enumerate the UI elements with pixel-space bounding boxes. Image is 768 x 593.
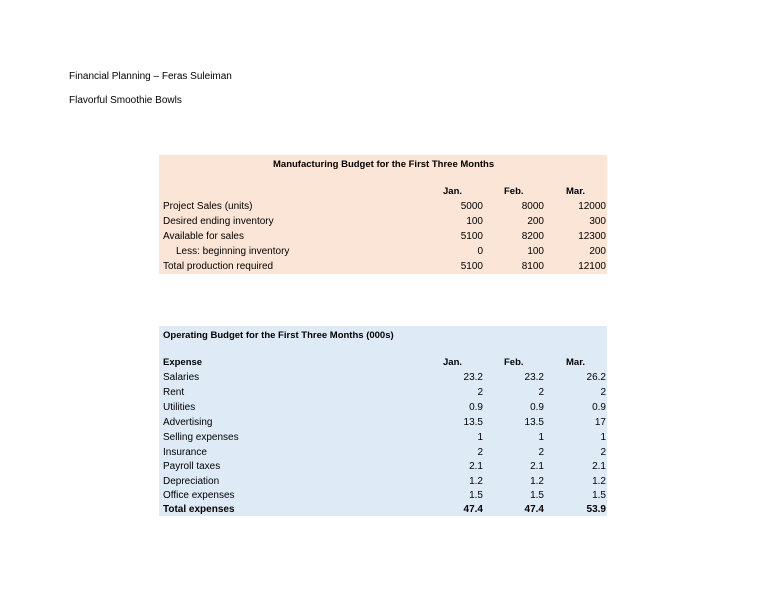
table-row xyxy=(159,230,607,244)
cell-jan: 13.5 xyxy=(463,417,483,428)
row-label: Total production required xyxy=(163,261,274,272)
cell-feb: 8100 xyxy=(521,261,544,272)
cell-mar: 1.5 xyxy=(592,490,606,501)
cell-jan: 1 xyxy=(477,432,483,443)
cell-feb: 8000 xyxy=(521,201,544,212)
cell-feb: 100 xyxy=(527,246,544,257)
cell-jan: 100 xyxy=(466,216,483,227)
cell-jan: 0.9 xyxy=(469,402,483,413)
table-row xyxy=(159,446,607,460)
total-mar: 53.9 xyxy=(586,504,606,515)
header-expense: Expense xyxy=(163,357,203,368)
row-label: Office expenses xyxy=(163,490,235,501)
cell-mar: 1.2 xyxy=(592,476,606,487)
table-row xyxy=(159,260,607,274)
document-title: Financial Planning – Feras Suleiman xyxy=(69,71,232,82)
cell-mar: 2.1 xyxy=(592,461,606,472)
cell-jan: 2.1 xyxy=(469,461,483,472)
row-label: Project Sales (units) xyxy=(163,201,253,212)
cell-feb: 1 xyxy=(538,432,544,443)
cell-mar: 12000 xyxy=(578,201,606,212)
manufacturing-header-row xyxy=(159,185,607,199)
cell-jan: 0 xyxy=(477,246,483,257)
table-row xyxy=(159,489,607,503)
cell-feb: 23.2 xyxy=(524,372,544,383)
cell-mar: 26.2 xyxy=(586,372,606,383)
row-label: Selling expenses xyxy=(163,432,239,443)
cell-mar: 12100 xyxy=(578,261,606,272)
cell-jan: 5000 xyxy=(460,201,483,212)
table-row xyxy=(159,475,607,489)
row-label: Depreciation xyxy=(163,476,220,487)
table-row xyxy=(159,371,607,385)
header-mar: Mar. xyxy=(566,186,586,197)
cell-feb: 1.2 xyxy=(530,476,544,487)
cell-mar: 17 xyxy=(594,417,606,428)
total-jan: 47.4 xyxy=(463,504,483,515)
row-label: Payroll taxes xyxy=(163,461,221,472)
cell-mar: 2 xyxy=(600,447,606,458)
cell-mar: 1 xyxy=(600,432,606,443)
operating-budget-table xyxy=(159,326,607,516)
cell-feb: 8200 xyxy=(521,231,544,242)
manufacturing-budget-table xyxy=(159,155,607,274)
table-row xyxy=(159,215,607,229)
cell-feb: 0.9 xyxy=(530,402,544,413)
company-name: Flavorful Smoothie Bowls xyxy=(69,95,182,106)
cell-jan: 2 xyxy=(477,387,483,398)
cell-feb: 1.5 xyxy=(530,490,544,501)
header-mar: Mar. xyxy=(566,357,586,368)
table-row xyxy=(159,460,607,474)
total-row xyxy=(159,503,607,517)
row-label: Desired ending inventory xyxy=(163,216,274,227)
header-feb: Feb. xyxy=(504,357,524,368)
row-label: Less: beginning inventory xyxy=(176,246,290,257)
total-feb: 47.4 xyxy=(524,504,544,515)
table-row xyxy=(159,245,607,259)
operating-header-row xyxy=(159,356,607,370)
total-label: Total expenses xyxy=(163,504,235,515)
table-row xyxy=(159,431,607,445)
table-row xyxy=(159,401,607,415)
cell-jan: 2 xyxy=(477,447,483,458)
cell-mar: 2 xyxy=(600,387,606,398)
header-jan: Jan. xyxy=(443,357,463,368)
manufacturing-title: Manufacturing Budget for the First Three Months xyxy=(273,159,495,170)
cell-feb: 2.1 xyxy=(530,461,544,472)
cell-mar: 12300 xyxy=(578,231,606,242)
cell-feb: 13.5 xyxy=(524,417,544,428)
row-label: Salaries xyxy=(163,372,200,383)
row-label: Advertising xyxy=(163,417,213,428)
cell-jan: 1.2 xyxy=(469,476,483,487)
cell-jan: 5100 xyxy=(460,261,483,272)
cell-mar: 300 xyxy=(589,216,606,227)
row-label: Insurance xyxy=(163,447,207,458)
table-row xyxy=(159,386,607,400)
cell-jan: 1.5 xyxy=(469,490,483,501)
header-jan: Jan. xyxy=(443,186,463,197)
cell-mar: 0.9 xyxy=(592,402,606,413)
operating-title: Operating Budget for the First Three Months (000s) xyxy=(163,330,394,341)
row-label: Rent xyxy=(163,387,185,398)
table-row xyxy=(159,416,607,430)
cell-feb: 200 xyxy=(527,216,544,227)
header-feb: Feb. xyxy=(504,186,524,197)
cell-jan: 5100 xyxy=(460,231,483,242)
cell-feb: 2 xyxy=(538,387,544,398)
table-row xyxy=(159,200,607,214)
cell-jan: 23.2 xyxy=(463,372,483,383)
row-label: Available for sales xyxy=(163,231,244,242)
cell-mar: 200 xyxy=(589,246,606,257)
cell-feb: 2 xyxy=(538,447,544,458)
row-label: Utilities xyxy=(163,402,196,413)
